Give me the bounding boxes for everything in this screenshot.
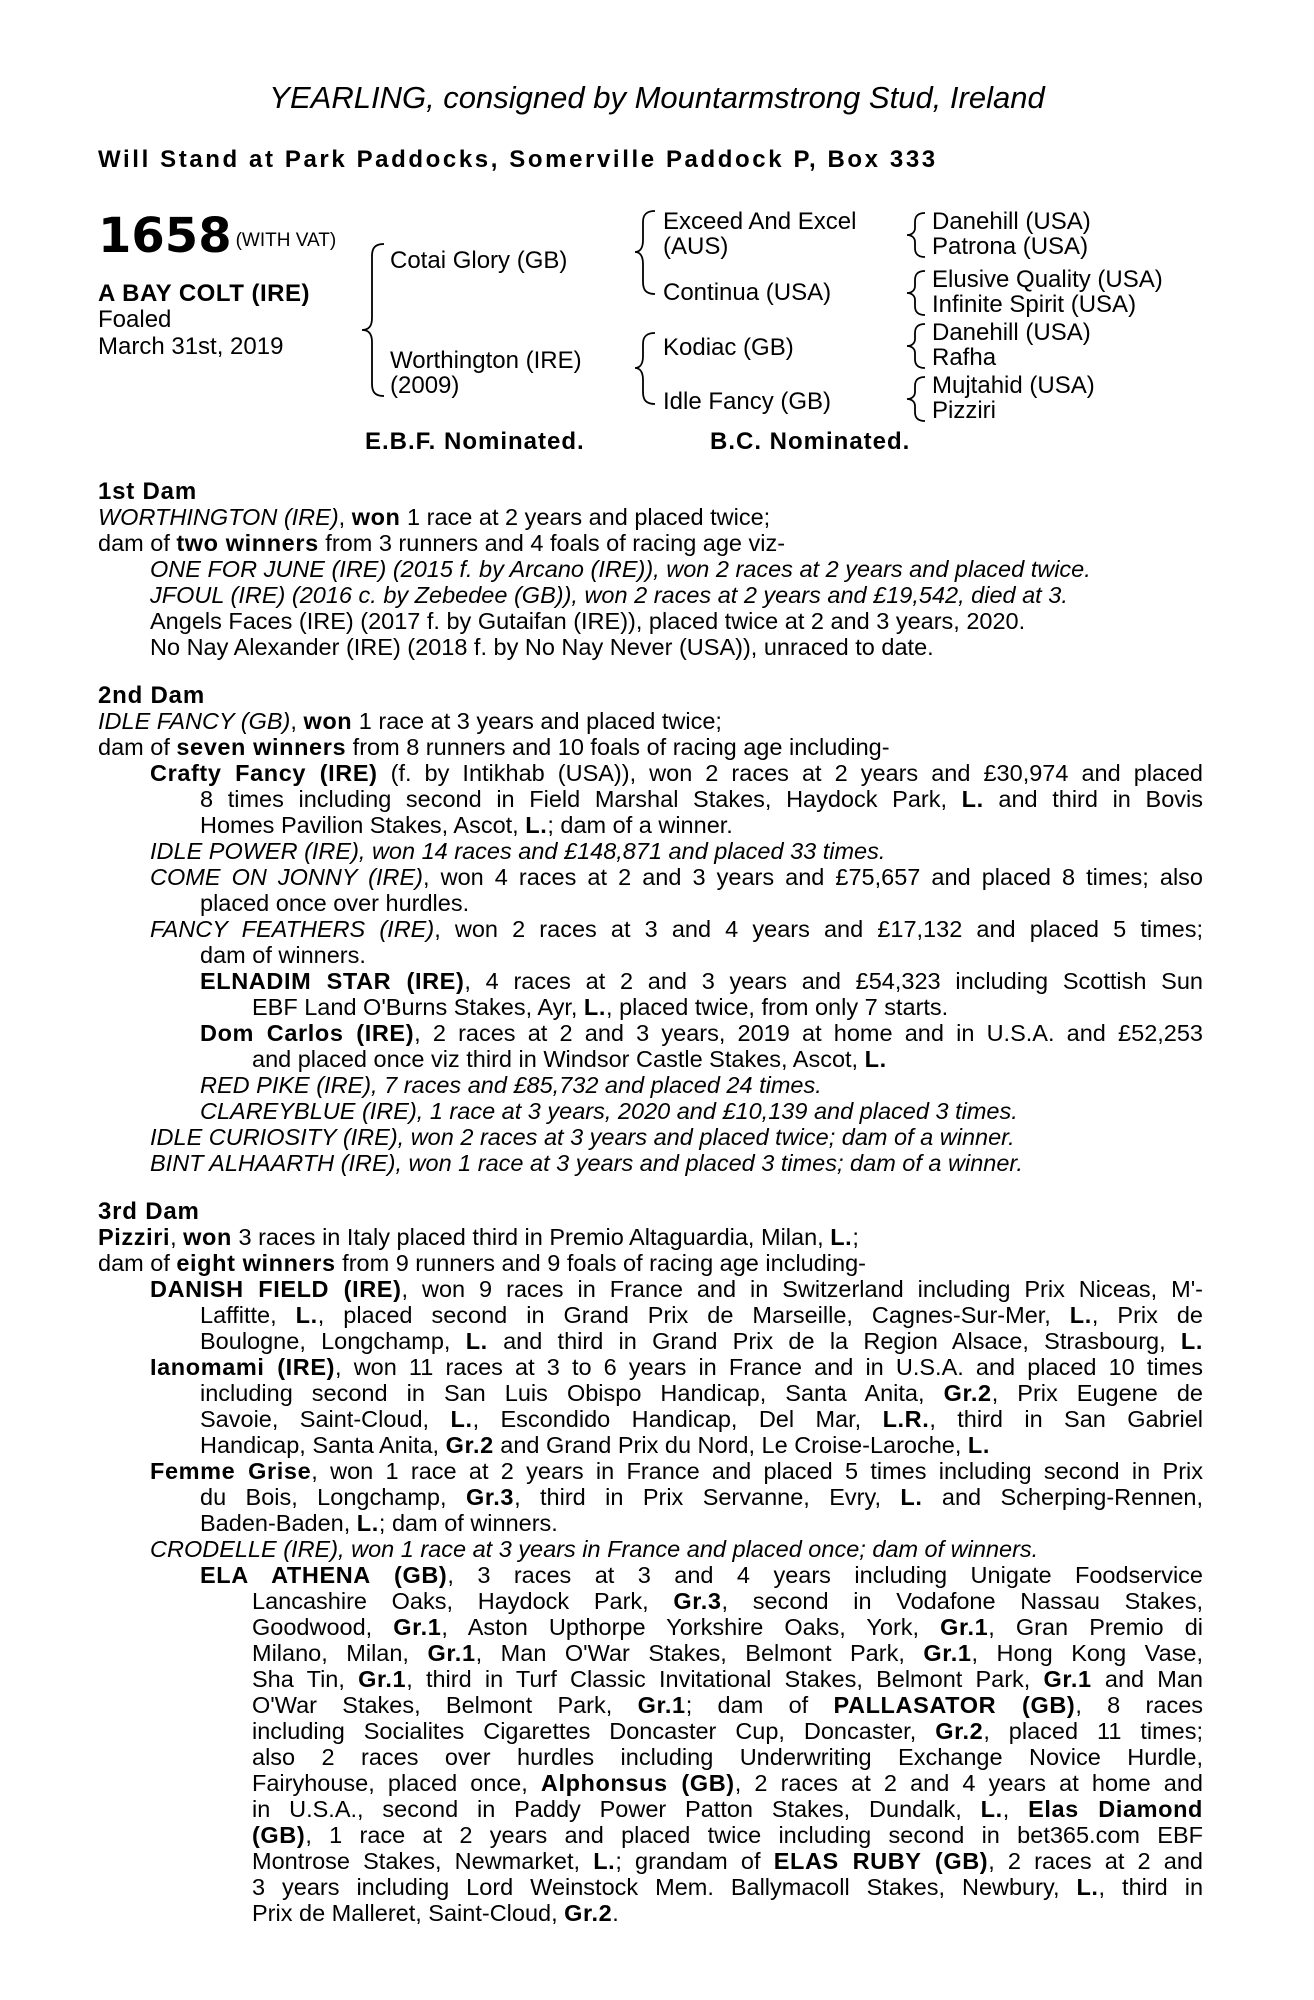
produce-entry: DANISH FIELD (IRE), won 9 races in France and in Switzerland including Prix Niceas, M'-	[150, 1276, 1204, 1302]
g3-ancestor: Patrona (USA)	[932, 233, 1089, 260]
second-dam-produce-summary: dam of seven winners from 8 runners and 10 foals of racing age including-	[98, 734, 890, 760]
produce-entry: CLAREYBLUE (IRE), 1 race at 3 years, 2020 and £10,139 and placed 3 times.	[200, 1098, 1018, 1124]
produce-entry-cont: Laffitte, L., placed second in Grand Prix de Marseille, Cagnes-Sur-Mer, L., Prix de	[200, 1302, 1203, 1328]
produce-entry-cont: and placed once viz third in Windsor Castle Stakes, Ascot, L.	[252, 1046, 887, 1072]
horse-description: A BAY COLT (IRE)	[98, 280, 311, 307]
grand-ancestors	[932, 267, 1163, 317]
produce-entry-cont: including second in San Luis Obispo Handicap, Santa Anita, Gr.2, Prix Eugene de	[200, 1380, 1203, 1406]
grand-ancestors	[932, 209, 1091, 259]
third-dam-record: Pizziri, won 3 races in Italy placed third in Premio Altaguardia, Milan, L.;	[98, 1224, 859, 1250]
produce-entry: FANCY FEATHERS (IRE), won 2 races at 3 and 4 years and £17,132 and placed 5 times;	[150, 916, 1203, 942]
g3-ancestor: Rafha	[932, 344, 997, 371]
produce-entry-cont: du Bois, Longchamp, Gr.3, third in Prix Servanne, Evry, L. and Scherping-Rennen,	[200, 1484, 1204, 1510]
g3-ancestor: Pizziri	[932, 397, 996, 424]
produce-entry: COME ON JONNY (IRE), won 4 races at 2 and 3 years and £75,657 and placed 8 times; also	[150, 864, 1203, 890]
produce-entry: CRODELLE (IRE), won 1 race at 3 years in France and placed once; dam of winners.	[150, 1536, 1039, 1562]
produce-entry-cont: (GB), 1 race at 2 years and placed twice including second in bet365.com EBF	[252, 1822, 1203, 1848]
produce-entry-cont: Handicap, Santa Anita, Gr.2 and Grand Prix du Nord, Le Croise-Laroche, L.	[200, 1432, 991, 1458]
second-dam-record: IDLE FANCY (GB), won 1 race at 3 years and placed twice;	[98, 708, 722, 734]
lot-heading	[98, 208, 336, 264]
g3-ancestor: Danehill (USA)	[932, 319, 1091, 346]
produce-entry: BINT ALHAARTH (IRE), won 1 race at 3 years and placed 3 times; dam of a winner.	[150, 1150, 1023, 1176]
produce-entry-cont: Baden-Baden, L.; dam of winners.	[200, 1510, 558, 1536]
grand-ancestors	[932, 373, 1095, 423]
brace-dam	[635, 333, 655, 404]
brace-sire	[635, 211, 655, 294]
produce-entry-cont: Fairyhouse, placed once, Alphonsus (GB), 2 races at 2 and 4 years at home and	[252, 1770, 1204, 1796]
g3-ancestor: Mujtahid (USA)	[932, 372, 1095, 399]
produce-entry: Angels Faces (IRE) (2017 f. by Gutaifan (IRE)), placed twice at 2 and 3 years, 2020.	[150, 608, 1026, 634]
produce-entry: Crafty Fancy (IRE) (f. by Intikhab (USA)), won 2 races at 2 years and £30,974 and placed	[150, 760, 1203, 786]
produce-entry: IDLE CURIOSITY (IRE), won 2 races at 3 years and placed twice; dam of a winner.	[150, 1124, 1015, 1150]
dam-name: Worthington (IRE) (2009)	[390, 347, 582, 399]
foaled-date: March 31st, 2019	[98, 333, 284, 360]
brace-g1	[907, 213, 925, 257]
stand-location: Will Stand at Park Paddocks, Somerville Paddock P, Box 333	[98, 146, 938, 173]
produce-entry-cont: dam of winners.	[200, 942, 366, 968]
produce-entry: IDLE POWER (IRE), won 14 races and £148,871 and placed 33 times.	[150, 838, 886, 864]
produce-entry: ELNADIM STAR (IRE), 4 races at 2 and 3 years and £54,323 including Scottish Sun	[200, 968, 1203, 994]
second-dam-title: 2nd Dam	[98, 682, 205, 709]
first-dam-title: 1st Dam	[98, 478, 197, 505]
produce-entry-cont: Montrose Stakes, Newmarket, L.; grandam of ELAS RUBY (GB), 2 races at 2 and	[252, 1848, 1204, 1874]
produce-entry-cont: Sha Tin, Gr.1, third in Turf Classic Invitational Stakes, Belmont Park, Gr.1 and Man	[252, 1666, 1204, 1692]
produce-entry: Ianomami (IRE), won 11 races at 3 to 6 years in France and in U.S.A. and placed 10 times	[150, 1354, 1203, 1380]
g3-ancestor: Infinite Spirit (USA)	[932, 291, 1137, 318]
first-dam-produce-summary: dam of two winners from 3 runners and 4 foals of racing age viz-	[98, 530, 786, 556]
produce-entry: JFOUL (IRE) (2016 c. by Zebedee (GB)), won 2 races at 2 years and £19,542, died at 3.	[150, 582, 1068, 608]
produce-entry-cont: 3 years including Lord Weinstock Mem. Ballymacoll Stakes, Newbury, L., third in	[252, 1874, 1204, 1900]
produce-entry: ELA ATHENA (GB), 3 races at 3 and 4 years including Unigate Foodservice	[200, 1562, 1203, 1588]
produce-entry: RED PIKE (IRE), 7 races and £85,732 and placed 24 times.	[200, 1072, 822, 1098]
brace-g3	[907, 324, 925, 368]
brace-generation-1	[362, 244, 384, 396]
third-dam-title: 3rd Dam	[98, 1198, 200, 1225]
produce-entry-cont: placed once over hurdles.	[200, 890, 470, 916]
produce-entry: Dom Carlos (IRE), 2 races at 2 and 3 years, 2019 at home and in U.S.A. and £52,253	[200, 1020, 1203, 1046]
ebf-nominated: E.B.F. Nominated.	[365, 428, 585, 455]
first-dam-record: WORTHINGTON (IRE), won 1 race at 2 years and placed twice;	[98, 504, 771, 530]
bc-nominated: B.C. Nominated.	[710, 428, 911, 455]
produce-entry: No Nay Alexander (IRE) (2018 f. by No Nay Never (USA)), unraced to date.	[150, 634, 934, 660]
sire-name: Cotai Glory (GB)	[390, 247, 568, 274]
produce-entry-cont: Boulogne, Longchamp, L. and third in Grand Prix de la Region Alsace, Strasbourg, L.	[200, 1328, 1203, 1354]
g3-ancestor: Danehill (USA)	[932, 208, 1091, 235]
sire-dam-name: Continua (USA)	[663, 279, 832, 306]
produce-entry-cont: also 2 races over hurdles including Underwriting Exchange Novice Hurdle,	[252, 1744, 1203, 1770]
brace-g4	[907, 377, 925, 421]
foaled-info	[98, 306, 283, 360]
vat-note: (WITH VAT)	[235, 230, 337, 251]
brace-g2	[907, 271, 925, 315]
produce-entry-cont: Goodwood, Gr.1, Aston Upthorpe Yorkshire Oaks, York, Gr.1, Gran Premio di	[252, 1614, 1203, 1640]
produce-entry-cont: EBF Land O'Burns Stakes, Ayr, L., placed twice, from only 7 starts.	[252, 994, 949, 1020]
produce-entry-cont: Prix de Malleret, Saint-Cloud, Gr.2.	[252, 1900, 619, 1926]
produce-entry-cont: in U.S.A., second in Paddy Power Patton Stakes, Dundalk, L., Elas Diamond	[252, 1796, 1203, 1822]
produce-entry-cont: Homes Pavilion Stakes, Ascot, L.; dam of a winner.	[200, 812, 733, 838]
produce-entry-cont: O'War Stakes, Belmont Park, Gr.1; dam of PALLASATOR (GB), 8 races	[252, 1692, 1204, 1718]
g3-ancestor: Elusive Quality (USA)	[932, 266, 1163, 293]
produce-entry-cont: including Socialites Cigarettes Doncaster Cup, Doncaster, Gr.2, placed 11 times;	[252, 1718, 1204, 1744]
produce-entry-cont: Savoie, Saint-Cloud, L., Escondido Handicap, Del Mar, L.R., third in San Gabriel	[200, 1406, 1203, 1432]
dam-sire-name: Kodiac (GB)	[663, 334, 794, 361]
produce-entry-cont: Lancashire Oaks, Haydock Park, Gr.3, second in Vodafone Nassau Stakes,	[252, 1588, 1203, 1614]
produce-entry: ONE FOR JUNE (IRE) (2015 f. by Arcano (IRE)), won 2 races at 2 years and placed twice.	[150, 556, 1091, 582]
produce-entry-cont: Milano, Milan, Gr.1, Man O'War Stakes, Belmont Park, Gr.1, Hong Kong Vase,	[252, 1640, 1204, 1666]
dam-dam-name: Idle Fancy (GB)	[663, 388, 832, 415]
produce-entry-cont: 8 times including second in Field Marshal Stakes, Haydock Park, L. and third in Bovis	[200, 786, 1203, 812]
foaled-label: Foaled	[98, 306, 172, 333]
lot-number: 1658	[98, 208, 232, 264]
third-dam-produce-summary: dam of eight winners from 9 runners and 9 foals of racing age including-	[98, 1250, 866, 1276]
produce-entry: Femme Grise, won 1 race at 2 years in France and placed 5 times including second in Prix	[150, 1458, 1203, 1484]
consignment-line: YEARLING, consigned by Mountarmstrong Stud, Ireland	[269, 80, 1045, 115]
sire-sire-name: Exceed And Excel (AUS)	[663, 208, 857, 260]
grand-ancestors	[932, 320, 1091, 370]
